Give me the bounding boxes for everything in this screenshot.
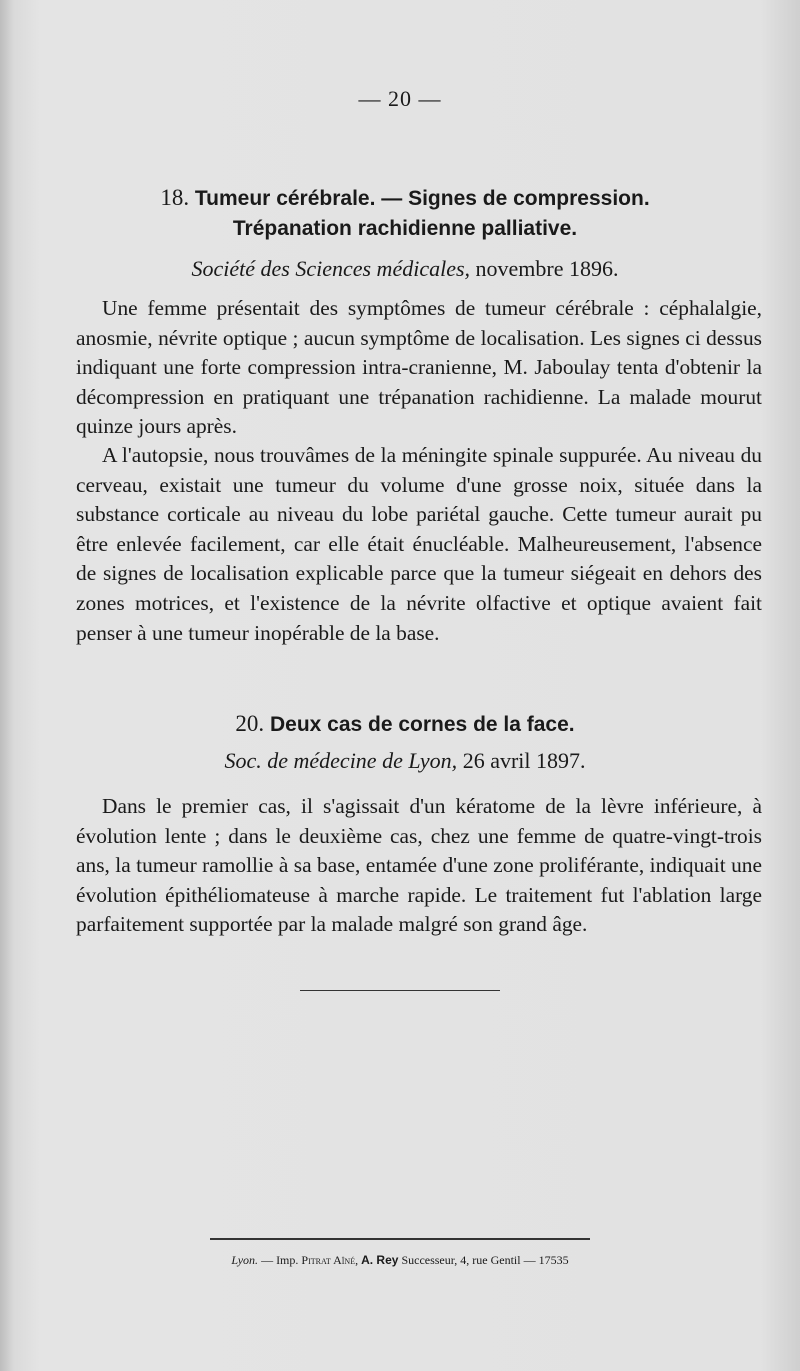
section-18-title-line1 bbox=[60, 182, 750, 215]
section-20-paragraph: Dans le premier cas, il s'agissait d'un kératome de la lèvre inférieure, à évolution lente ; dans le deuxième cas, chez une femme de quatre-vingt-trois ans, la tumeur ramollie à sa base, entamée d'une zone proliférante, indiquait une évolution épithéliomateuse à marche rapide. Le traitement fut l'ablation large parfaitement supportée par la malade malgré son grand âge. bbox=[76, 794, 762, 937]
section-divider-rule bbox=[300, 990, 500, 991]
printer-colophon bbox=[0, 1253, 800, 1268]
colophon-successor-name: A. Rey bbox=[361, 1253, 399, 1267]
page-number: — 20 — bbox=[358, 86, 442, 111]
section-18-source-society: Société des Sciences médicales, bbox=[191, 256, 471, 281]
section-18-title-line2: Trépanation rachidienne palliative. bbox=[232, 217, 578, 240]
section-18-paragraph-1: Une femme présentait des symptômes de tumeur cérébrale : céphalalgie, anosmie, névrite optique ; aucun symptôme de localisation. Les signes ci dessus indiquant une forte compression intra-cranienne, M. Jaboulay tenta d'obtenir la décompression en pratiquant une trépanation rachidienne. La malade mourut quinze jours après. bbox=[76, 296, 762, 439]
section-18-source-date: novembre 1896. bbox=[475, 256, 619, 281]
colophon-rule bbox=[210, 1238, 590, 1240]
section-20-source-society: Soc. de médecine de Lyon, bbox=[224, 748, 458, 773]
section-20-title-text: Deux cas de cornes de la face. bbox=[269, 713, 575, 736]
colophon-job-number: — 17535 bbox=[523, 1253, 569, 1267]
section-20-source-date: 26 avril 1897. bbox=[462, 748, 586, 773]
colophon-city: Lyon. bbox=[231, 1253, 259, 1267]
section-18-paragraph-2: A l'autopsie, nous trouvâmes de la méningite spinale suppurée. Au niveau du cerveau, existait une tumeur du volume d'une grosse noix, située dans la substance corticale au niveau du lobe pariétal gauche. Cette tumeur aurait pu être enlevée facilement, car elle était énucléable. Malheureusement, l'absence de signes de localisation explicable parce que la tumeur siégeait en dehors des zones motrices, et l'existence de la névrite olfactive et optique avaient fait penser à une tumeur inopérable de la base. bbox=[76, 443, 762, 645]
section-20-number: 20. bbox=[235, 711, 265, 736]
section-20-title bbox=[60, 708, 750, 741]
colophon-successor-rest: Successeur, 4, rue Gentil bbox=[401, 1253, 521, 1267]
section-20-source bbox=[60, 746, 750, 776]
section-18-number: 18. bbox=[160, 185, 190, 210]
colophon-imp: — Imp. bbox=[261, 1253, 299, 1267]
section-18-title-text: Tumeur cérébrale. — Signes de compression. bbox=[194, 187, 650, 210]
colophon-printer: Pitrat Aîné, bbox=[301, 1253, 359, 1267]
section-18-source bbox=[60, 254, 750, 284]
